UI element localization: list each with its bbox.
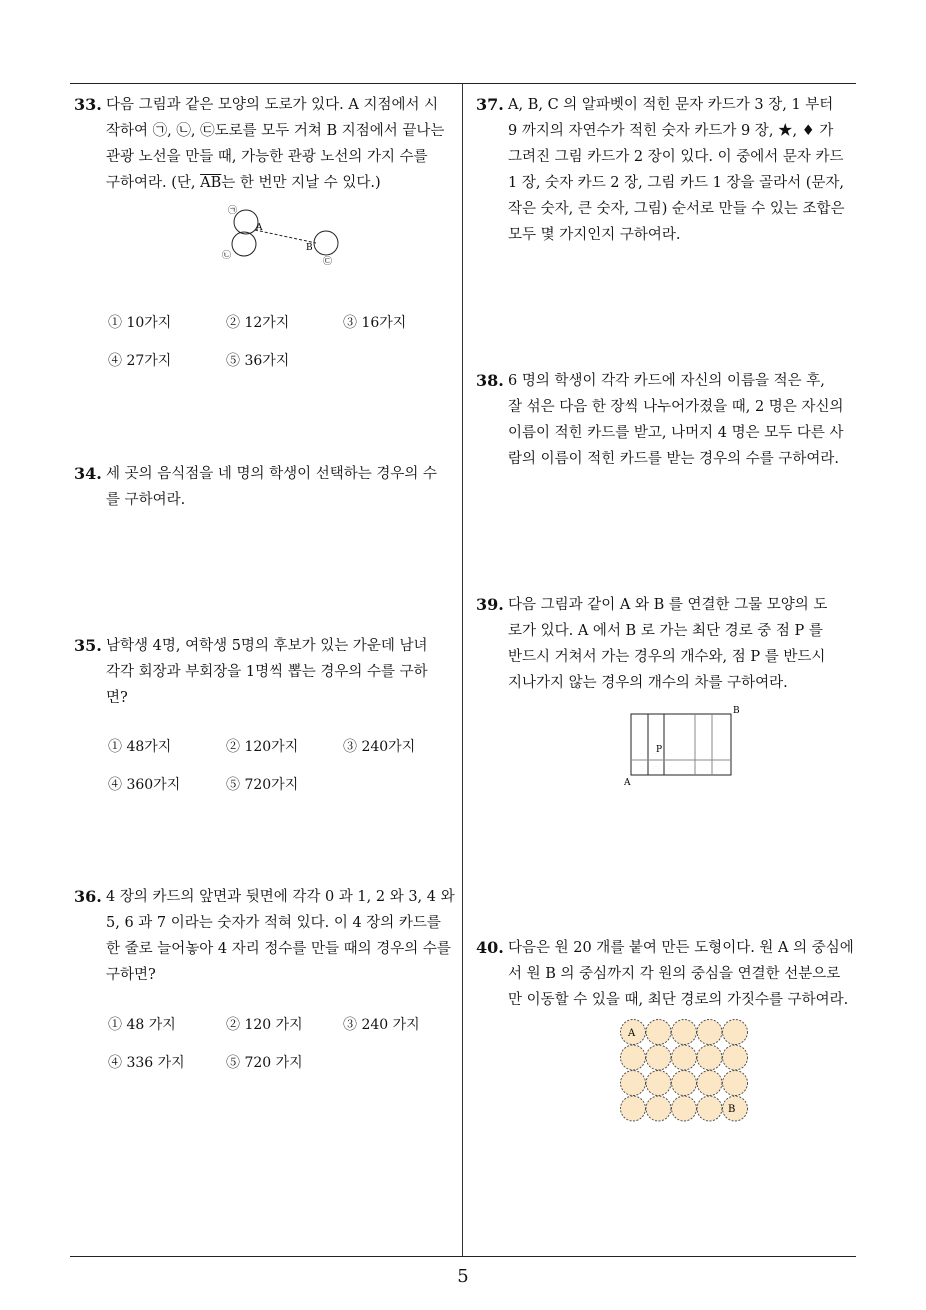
road-label-3: ㉢	[323, 257, 333, 267]
grid-circle	[672, 1096, 697, 1121]
question-line: 5, 6 과 7 이라는 숫자가 적혀 있다. 이 4 장의 카드를	[106, 915, 441, 931]
question-line: 면?	[106, 690, 128, 706]
question-37	[476, 92, 860, 248]
choice-3[interactable]: ③ 16가지	[343, 315, 407, 331]
question-number: 39.	[476, 595, 504, 614]
point-p-label: P	[656, 745, 663, 755]
choice-4[interactable]: ④ 336 가지	[108, 1055, 185, 1071]
grid-circle	[646, 1096, 671, 1121]
grid-circle	[723, 1020, 748, 1045]
choice-3[interactable]: ③ 240 가지	[343, 1017, 420, 1033]
grid-circle	[621, 1071, 646, 1096]
question-line: 그려진 그림 카드가 2 장이 있다. 이 중에서 문자 카드	[508, 149, 844, 165]
question-line: 4 장의 카드의 앞면과 뒷면에 각각 0 과 1, 2 와 3, 4 와	[106, 889, 455, 905]
grid-circle	[697, 1020, 722, 1045]
grid-road-figure	[620, 703, 750, 789]
question-line: 모두 몇 가지인지 구하여라.	[508, 227, 681, 243]
grid-circle	[646, 1071, 671, 1096]
question-text	[508, 935, 860, 1013]
top-rule	[70, 83, 856, 84]
question-line: 한 줄로 늘어놓아 4 자리 정수를 만들 때의 경우의 수를	[106, 941, 451, 957]
question-line: 반드시 거쳐서 가는 경우의 개수와, 점 P 를 반드시	[508, 649, 826, 665]
grid-circle	[672, 1071, 697, 1096]
road-label-2: ㉡	[222, 251, 232, 261]
choice-5[interactable]: ⑤ 720가지	[226, 777, 299, 793]
choice-1[interactable]: ① 48가지	[108, 739, 172, 755]
question-number: 36.	[74, 887, 102, 906]
question-40	[476, 935, 860, 1013]
question-33	[74, 92, 458, 196]
question-line: 람의 이름이 적힌 카드를 받는 경우의 수를 구하여라.	[508, 451, 840, 467]
road-label-1: ㉠	[228, 206, 238, 216]
question-line: 1 장, 숫자 카드 2 장, 그림 카드 1 장을 골라서 (문자,	[508, 175, 844, 191]
grid-circle	[723, 1045, 748, 1070]
question-39	[476, 592, 860, 696]
question-line: 지나가지 않는 경우의 개수의 차를 구하여라.	[508, 675, 788, 691]
question-line: 로가 있다. A 에서 B 로 가는 최단 경로 중 점 P 를	[508, 623, 823, 639]
road-figure	[215, 200, 345, 268]
question-line: 서 원 B 의 중심까지 각 원의 중심을 연결한 선분으로	[508, 966, 841, 982]
column-divider	[462, 84, 463, 1256]
question-text	[106, 884, 458, 988]
question-line: 를 구하여라.	[106, 492, 186, 508]
circle-a-label: A	[628, 1028, 636, 1039]
point-b-label: B	[733, 706, 740, 716]
question-line: 만 이동할 수 있을 때, 최단 경로의 가짓수를 구하여라.	[508, 992, 849, 1008]
choice-2[interactable]: ② 12가지	[226, 315, 290, 331]
question-number: 34.	[74, 464, 102, 483]
grid-circle	[646, 1045, 671, 1070]
question-number: 40.	[476, 938, 504, 957]
grid-circle	[646, 1020, 671, 1045]
question-line: 남학생 4명, 여학생 5명의 후보가 있는 가운데 남녀	[106, 638, 428, 654]
question-number: 35.	[74, 636, 102, 655]
question-line: 다음은 원 20 개를 붙여 만든 도형이다. 원 A 의 중심에	[508, 940, 854, 956]
question-text	[508, 592, 860, 696]
question-34	[74, 461, 458, 513]
question-line: 6 명의 학생이 각각 카드에 자신의 이름을 적은 후,	[508, 373, 825, 389]
choice-4[interactable]: ④ 27가지	[108, 353, 172, 369]
grid-circle	[621, 1045, 646, 1070]
grid-circle	[723, 1071, 748, 1096]
question-text	[106, 633, 458, 711]
question-number: 33.	[74, 95, 102, 114]
question-text	[508, 368, 860, 472]
choice-2[interactable]: ② 120 가지	[226, 1017, 303, 1033]
question-line: 다음 그림과 같이 A 와 B 를 연결한 그물 모양의 도	[508, 597, 828, 613]
question-36	[74, 884, 458, 988]
question-line: 작은 숫자, 큰 숫자, 그림) 순서로 만들 수 있는 조합은	[508, 201, 845, 217]
question-number: 37.	[476, 95, 504, 114]
question-line: A, B, C 의 알파벳이 적힌 문자 카드가 3 장, 1 부터	[508, 97, 834, 113]
grid-circle	[697, 1045, 722, 1070]
question-line: 다음 그림과 같은 모양의 도로가 있다. A 지점에서 시	[106, 97, 439, 113]
point-a-label: A	[624, 778, 631, 788]
question-text	[106, 92, 458, 196]
question-35	[74, 633, 458, 711]
question-line: 관광 노선을 만들 때, 가능한 관광 노선의 가지 수를	[106, 149, 428, 165]
question-line: 구하여라. (단, $\overline{AB}$는 한 번만 지날 수 있다.)	[106, 175, 381, 191]
grid-circle	[621, 1096, 646, 1121]
question-line: 작하여 ㉠, ㉡, ㉢도로를 모두 거쳐 B 지점에서 끝나는	[106, 123, 445, 139]
question-number: 38.	[476, 371, 504, 390]
choice-5[interactable]: ⑤ 36가지	[226, 353, 290, 369]
page-number: 5	[457, 1266, 469, 1287]
circle-grid-figure	[618, 1018, 750, 1124]
question-line: 구하면?	[106, 967, 156, 983]
choice-1[interactable]: ① 10가지	[108, 315, 172, 331]
choice-1[interactable]: ① 48 가지	[108, 1017, 176, 1033]
point-a-label: A	[256, 223, 263, 233]
segment-ab: $\overline{AB}$	[200, 175, 222, 191]
grid-circle	[697, 1096, 722, 1121]
question-text	[508, 92, 860, 248]
choice-3[interactable]: ③ 240가지	[343, 739, 416, 755]
choice-4[interactable]: ④ 360가지	[108, 777, 181, 793]
point-b-label: B	[306, 243, 313, 253]
question-line: 세 곳의 음식점을 네 명의 학생이 선택하는 경우의 수	[106, 466, 438, 482]
question-line: 각각 회장과 부회장을 1명씩 뽑는 경우의 수를 구하	[106, 664, 428, 680]
bottom-rule	[70, 1256, 856, 1257]
grid-circle	[672, 1045, 697, 1070]
question-line: 9 까지의 자연수가 적힌 숫자 카드가 9 장, ★, ♦ 가	[508, 123, 834, 139]
choice-2[interactable]: ② 120가지	[226, 739, 299, 755]
choice-5[interactable]: ⑤ 720 가지	[226, 1055, 303, 1071]
circle-b-label: B	[728, 1104, 736, 1115]
question-38	[476, 368, 860, 472]
grid-circle	[697, 1071, 722, 1096]
question-line: 이름이 적힌 카드를 받고, 나머지 4 명은 모두 다른 사	[508, 425, 844, 441]
question-line: 잘 섞은 다음 한 장씩 나누어가졌을 때, 2 명은 자신의	[508, 399, 844, 415]
grid-circle	[672, 1020, 697, 1045]
question-text	[106, 461, 458, 513]
